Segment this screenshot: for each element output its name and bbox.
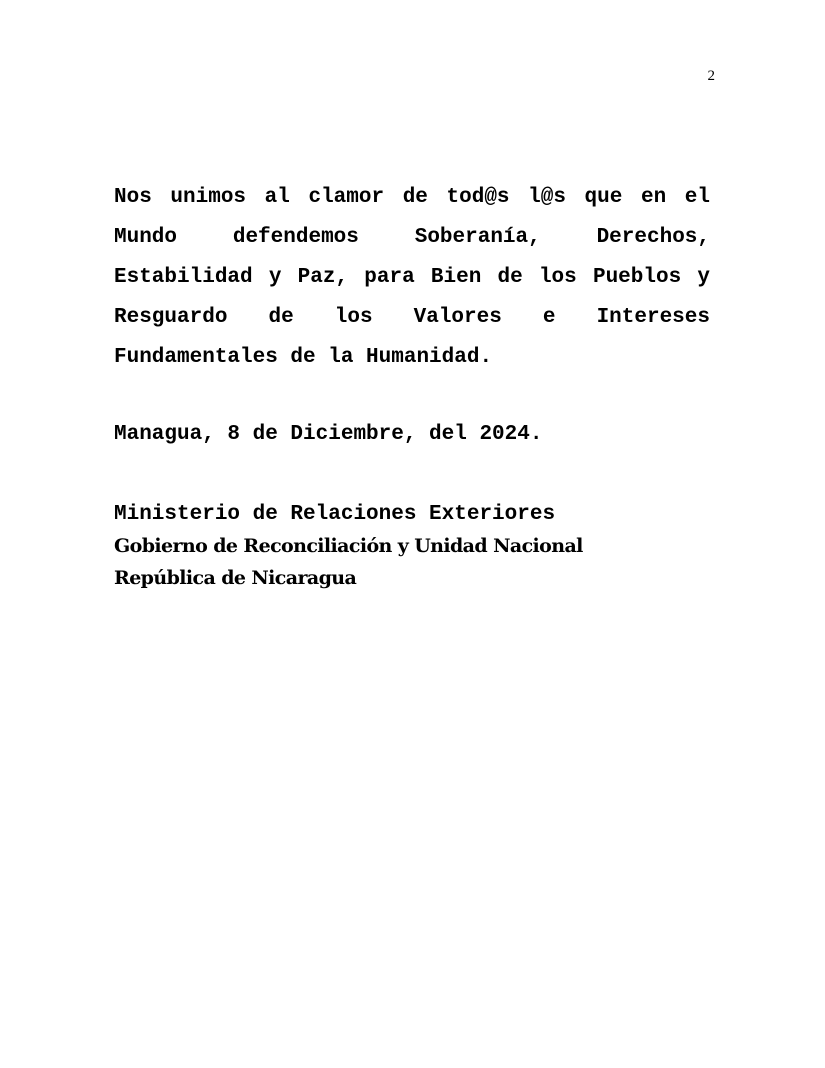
statement-paragraph: Nos unimos al clamor de tod@s l@s que en el Mundo defendemos Soberanía, Derechos, Estabilidad y Paz, para Bien de los Pueblos y Resguardo de los Valores e Intereses Fundamentales de la Humanidad. [114, 186, 710, 369]
place-date-line: Managua, 8 de Diciembre, del 2024. [114, 423, 543, 446]
signature-block [114, 500, 583, 594]
signature-government: Gobierno de Reconciliación y Unidad Nacional [114, 535, 583, 557]
signature-ministry: Ministerio de Relaciones Exteriores [114, 503, 556, 526]
signature-country: República de Nicaragua [114, 567, 357, 589]
page-number: 2 [707, 68, 715, 84]
